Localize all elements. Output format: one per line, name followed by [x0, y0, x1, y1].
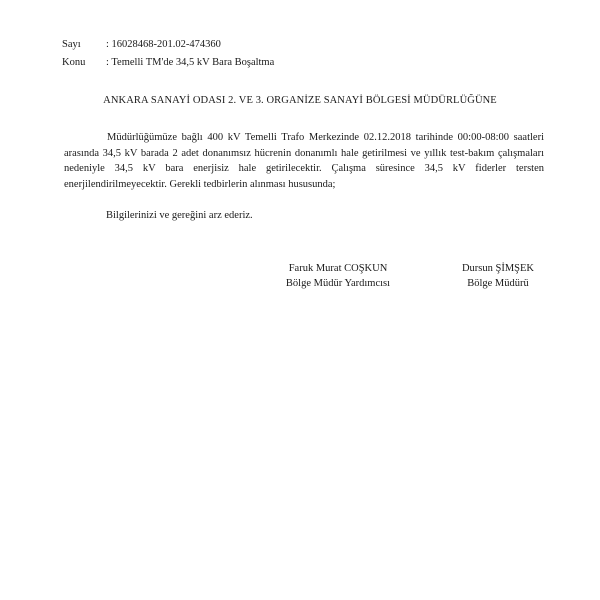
signer-name: Faruk Murat COŞKUN — [288, 263, 388, 274]
subject-row — [62, 57, 274, 68]
subject-value: : Temelli TM'de 34,5 kV Bara Boşaltma — [106, 57, 275, 68]
reference-number-label: Sayı — [62, 39, 81, 50]
recipient-heading: ANKARA SANAYİ ODASI 2. VE 3. ORGANİZE SANAYİ BÖLGESİ MÜDÜRLÜĞÜNE — [103, 95, 497, 106]
signer-title: Bölge Müdür Yardımcısı — [285, 278, 391, 289]
reference-number-value: : 16028468-201.02-474360 — [106, 39, 221, 50]
body-paragraph-2: Bilgilerinizi ve gereğini arz ederiz. — [106, 210, 253, 221]
reference-number-row — [62, 39, 221, 50]
signer-title: Bölge Müdürü — [467, 278, 529, 289]
signature-block-deputy — [268, 261, 408, 291]
signer-name: Dursun ŞİMŞEK — [461, 263, 535, 274]
signature-block-director — [443, 261, 553, 291]
subject-label: Konu — [62, 57, 86, 68]
body-paragraph-1: Müdürlüğümüze bağlı 400 kV Temelli Trafo Merkezinde 02.12.2018 tarihinde 00:00-08:00 saatleri arasında 34,5 kV barada 2 adet donanımsız hücrenin donanımlı hale getirilmesi ve yıllık test-bakım çalışmaları nedeniyle 34,5 kV bara enerjisiz hale getirilecektir. Çalışma süresince 34,5 kV fiderler tersten enerjilendirilmeyecektir. Gerekli tedbirlerin alınması hususunda; — [64, 132, 544, 190]
